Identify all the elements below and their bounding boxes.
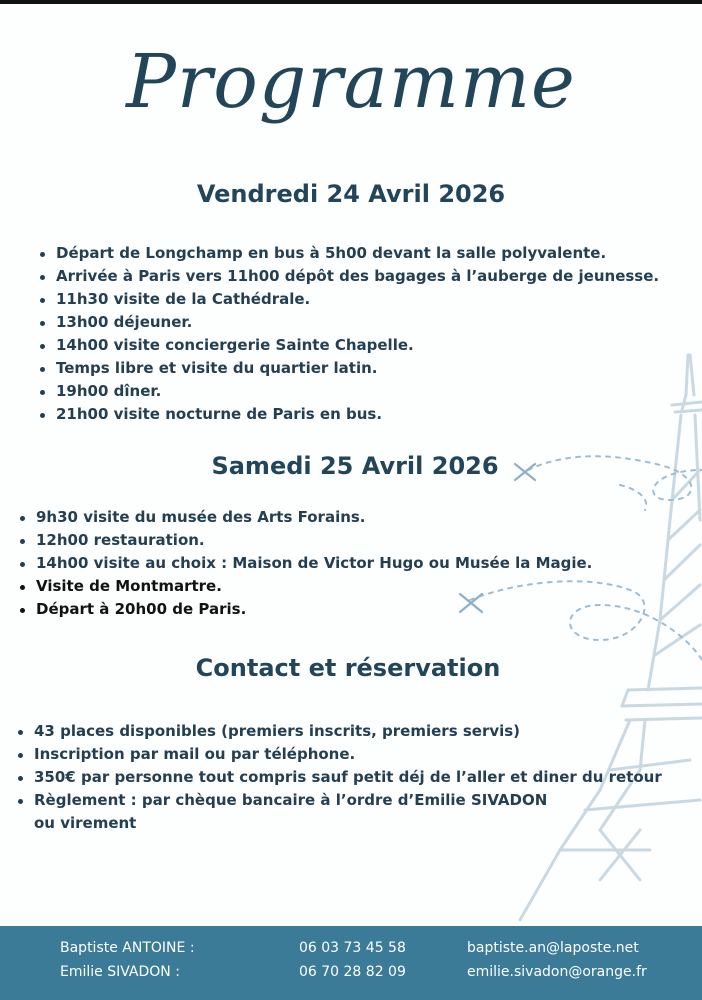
list-item: 13h00 déjeuner. bbox=[36, 311, 659, 334]
list-item: 9h30 visite du musée des Arts Forains. bbox=[16, 506, 592, 529]
list-item: Départ à 20h00 de Paris. bbox=[16, 598, 592, 621]
saturday-list bbox=[16, 506, 592, 621]
list-item: 21h00 visite nocturne de Paris en bus. bbox=[36, 403, 659, 426]
contact-name: Baptiste ANTOINE : bbox=[60, 940, 195, 956]
list-item: 12h00 restauration. bbox=[16, 529, 592, 552]
contact-list bbox=[14, 720, 662, 835]
contact-heading: Contact et réservation bbox=[195, 654, 501, 682]
list-item: Arrivée à Paris vers 11h00 dépôt des bagages à l’auberge de jeunesse. bbox=[36, 265, 659, 288]
list-item: Temps libre et visite du quartier latin. bbox=[36, 357, 659, 380]
phone-number[interactable]: 06 70 28 82 09 bbox=[299, 964, 406, 980]
payment-text: Règlement : par chèque bancaire à l’ordre d’Emilie SIVADON bbox=[34, 791, 548, 809]
email-link[interactable]: baptiste.an@laposte.net bbox=[467, 940, 639, 956]
list-item bbox=[14, 789, 662, 835]
page-title: Programme bbox=[126, 39, 576, 125]
list-item: 14h00 visite au choix : Maison de Victor Hugo ou Musée la Magie. bbox=[16, 552, 592, 575]
phone-number[interactable]: 06 03 73 45 58 bbox=[299, 940, 406, 956]
list-item: 19h00 dîner. bbox=[36, 380, 659, 403]
contact-names bbox=[60, 936, 195, 984]
friday-list bbox=[36, 242, 659, 426]
contact-phones bbox=[299, 936, 406, 984]
email-link[interactable]: emilie.sivadon@orange.fr bbox=[467, 964, 647, 980]
list-item: Visite de Montmartre. bbox=[16, 575, 592, 598]
payment-continuation: ou virement bbox=[34, 814, 137, 832]
friday-heading: Vendredi 24 Avril 2026 bbox=[196, 180, 506, 208]
top-border bbox=[0, 0, 702, 4]
contact-footer bbox=[0, 926, 702, 1000]
saturday-heading: Samedi 25 Avril 2026 bbox=[211, 452, 499, 480]
contact-emails bbox=[467, 936, 647, 984]
contact-name: Emilie SIVADON : bbox=[60, 964, 180, 980]
list-item: Départ de Longchamp en bus à 5h00 devant la salle polyvalente. bbox=[36, 242, 659, 265]
list-item: 350€ par personne tout compris sauf petit déj de l’aller et diner du retour bbox=[14, 766, 662, 789]
list-item: 43 places disponibles (premiers inscrits, premiers servis) bbox=[14, 720, 662, 743]
list-item: Inscription par mail ou par téléphone. bbox=[14, 743, 662, 766]
list-item: 11h30 visite de la Cathédrale. bbox=[36, 288, 659, 311]
list-item: 14h00 visite conciergerie Sainte Chapelle. bbox=[36, 334, 659, 357]
